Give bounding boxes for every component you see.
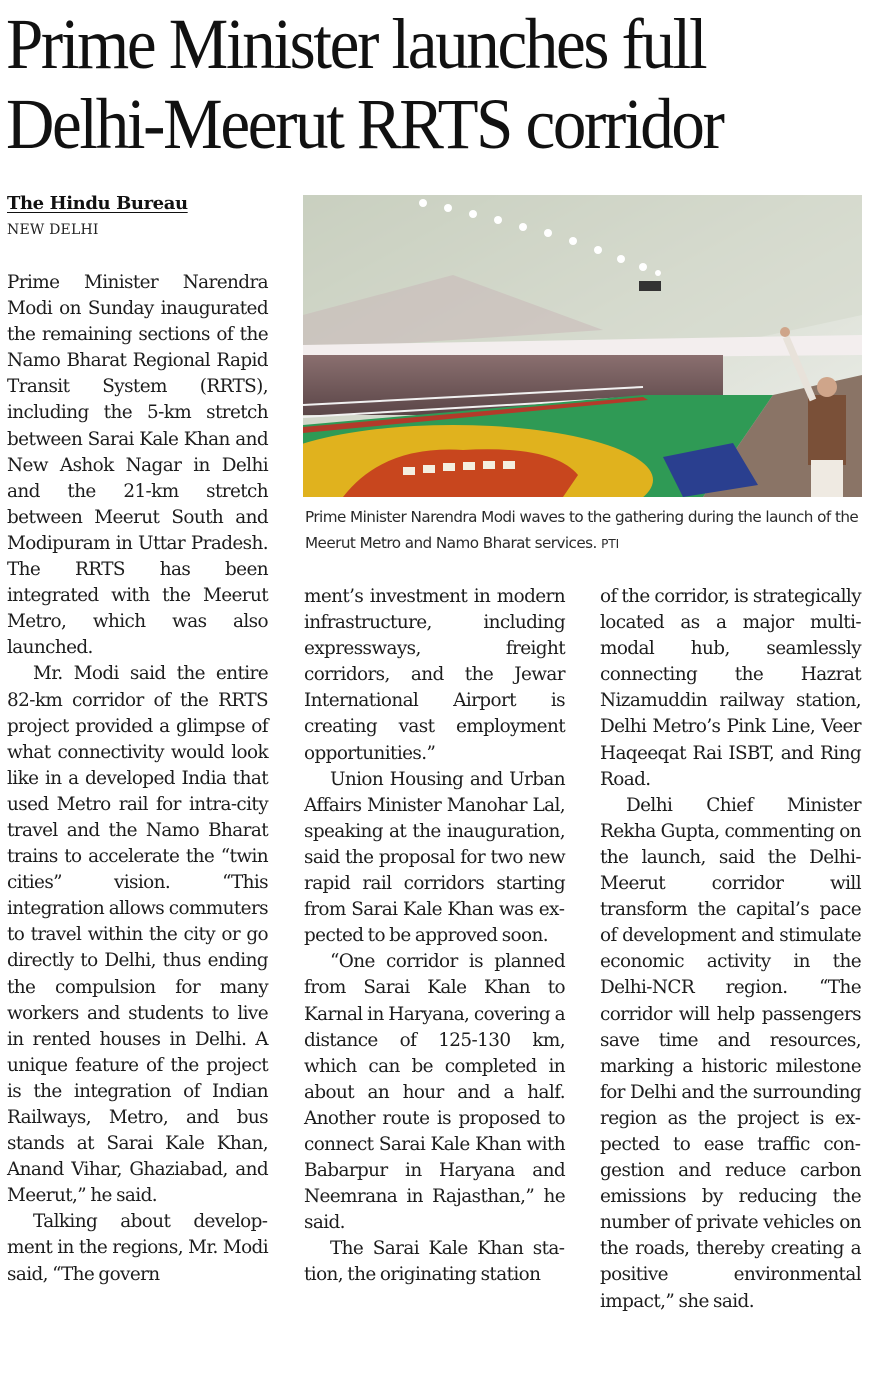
paragraph: “One corridor is planned from Sarai Kale Khan to Karnal in Haryana, covering a distance of 125-130 km, which can be completed in about an hour and a half. Another route is proposed to connect Sarai Kale Khan with Babarpur in Haryana and Neemrana in Rajasthan,” he said. (304, 951, 565, 1234)
paragraph: of the corridor, is strategically located as a major multi-modal hub, seamlessly connecting the Hazrat Nizamuddin railway station, Delhi Metro’s Pink Line, Veer Haqeeqat Rai ISBT, and Ring Road. (600, 586, 861, 790)
photo-illustration (303, 195, 862, 497)
paragraph: Mr. Modi said the entire 82-km corridor of the RRTS project provided a glimpse of what connectivity would look like in a developed India that used Metro rail for intra-city travel and the Namo Bharat trains to accelerate the “twin cities” vision. “This integration allows commuters to travel within the city or go directly to Delhi, thus ending the compulsion for many workers and students to live in rented houses in Delhi. A unique feature of the project is the integration of Indian Railways, Metro, and bus stands at Sarai Kale Khan, Anand Vihar, Ghaziabad, and Meerut,” he said. (7, 663, 268, 1207)
dateline: NEW DELHI (7, 222, 99, 238)
headline-line-1: Prime Minister launches full (6, 4, 706, 84)
photo-caption (305, 504, 885, 557)
paragraph: The Sarai Kale Khan station, the originating station (304, 1238, 565, 1286)
paragraph: Prime Minister Narendra Modi on Sunday inaugurated the remaining sections of the Namo Bharat Regional Rapid Transit System (RRTS), including the 5-km stretch between Sarai Kale Khan and New Ashok Nagar in Delhi and the 21-km stretch between Meerut South and Modipuram in Uttar Pradesh. The RRTS has been integrated with the Meerut Metro, which was also launched. (7, 272, 268, 659)
headline-line-2: Delhi-Meerut RRTS corridor (6, 84, 723, 164)
paragraph: Union Housing and Urban Affairs Minister Manohar Lal, speaking at the inauguration, said the proposal for two new rapid rail corridors starting from Sarai Kale Khan was expected to be approved soon. (304, 768, 565, 947)
article-column-3 (600, 584, 861, 1315)
byline[interactable]: The Hindu Bureau (7, 193, 188, 214)
photo-credit: PTI (601, 537, 620, 551)
paragraph: Talking about development in the regions, Mr. Modi said, “The govern (7, 1211, 268, 1285)
article-column-2 (304, 584, 565, 1289)
headline (6, 4, 824, 164)
caption-text: Prime Minister Narendra Modi waves to the gathering during the launch of the Meerut Metro and Namo Bharat services. (305, 508, 859, 552)
news-photo (303, 195, 862, 497)
paragraph: Delhi Chief Minister Rekha Gupta, commenting on the launch, said the Delhi-Meerut corridor will transform the capital’s pace of development and stimulate economic activity in the Delhi-NCR region. “The corridor will help passengers save time and resources, marking a historic milestone for Delhi and the surrounding region as the project is expected to ease traffic congestion and reduce carbon emissions by reducing the number of private vehicles on the roads, thereby creating a positive environmental impact,” she said. (600, 794, 861, 1312)
article-column-1 (7, 270, 268, 1288)
paragraph: ment’s investment in modern infrastructure, including expressways, freight corridors, and the Jewar International Airport is creating vast employment opportunities.” (304, 586, 565, 764)
